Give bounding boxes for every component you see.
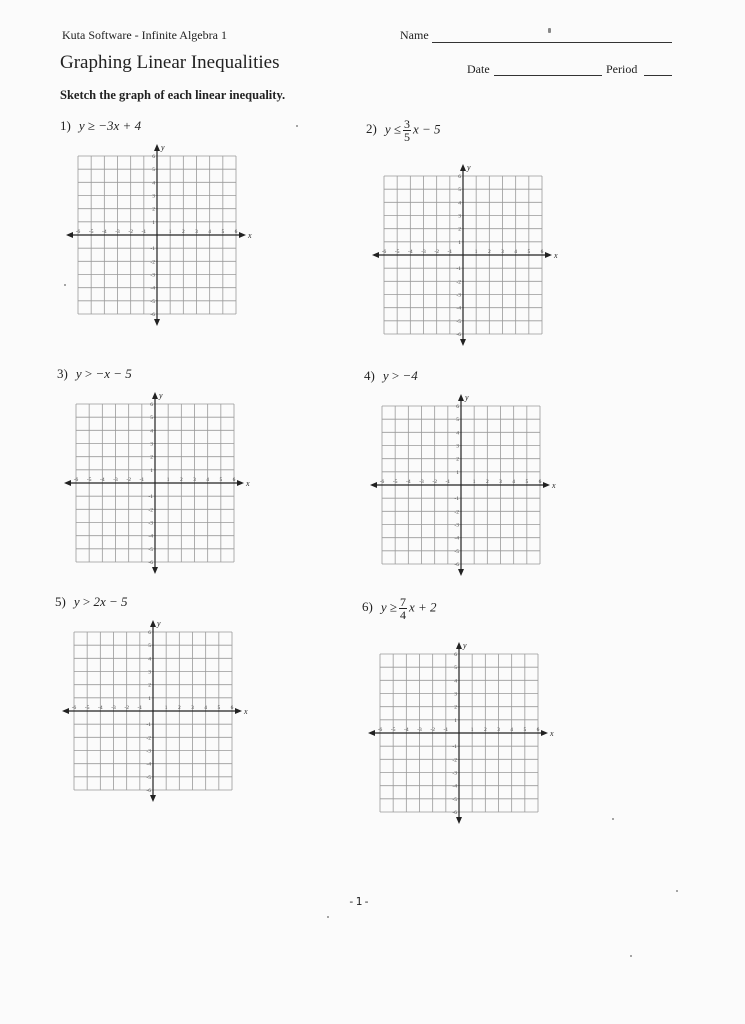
x-axis-label: x	[550, 729, 554, 738]
problem-operator: >	[84, 366, 93, 381]
x-tick-label: 1	[470, 727, 474, 733]
scan-speck	[612, 818, 614, 820]
problem-operator: ≥	[87, 118, 96, 133]
x-tick-label: -3	[113, 477, 118, 483]
y-axis-label: y	[161, 143, 165, 152]
y-tick-label: -6	[452, 810, 457, 816]
y-tick-label: 5	[458, 187, 461, 194]
x-tick-label: 2	[485, 479, 489, 485]
y-tick-label: 6	[150, 402, 153, 408]
y-tick-label: 3	[456, 443, 459, 450]
y-axis-arrow-down	[152, 567, 158, 574]
problem-operator: >	[391, 368, 400, 383]
problem-rhs: −4	[402, 368, 418, 383]
y-axis-arrow-down	[460, 339, 466, 346]
x-tick-label: -2	[126, 477, 131, 483]
x-axis-label: x	[246, 479, 250, 488]
problem-operator: >	[82, 594, 91, 609]
x-tick-label: -5	[88, 229, 94, 235]
x-axis-arrow-left	[62, 708, 69, 714]
y-tick-label: -3	[456, 292, 461, 299]
x-tick-label: 3	[499, 479, 502, 485]
x-tick-label: -3	[417, 727, 422, 733]
y-tick-label: 2	[458, 226, 461, 233]
y-tick-label: 1	[150, 467, 153, 474]
x-tick-label: 1	[164, 705, 168, 711]
y-tick-label: -5	[148, 546, 153, 553]
y-tick-label: -5	[452, 796, 457, 803]
x-tick-label: -4	[406, 479, 411, 485]
y-tick-label: 3	[152, 193, 155, 200]
y-tick-label: -1	[148, 494, 153, 501]
y-tick-label: 1	[148, 695, 151, 702]
x-tick-label: -6	[381, 249, 387, 255]
y-tick-label: -4	[146, 761, 151, 768]
x-tick-label: 3	[501, 249, 504, 255]
problem-rhs: −x − 5	[95, 366, 132, 381]
fraction-numerator: 7	[400, 595, 407, 609]
x-tick-label: 1	[166, 477, 170, 483]
y-tick-label: 4	[150, 428, 153, 435]
period-field-line[interactable]	[644, 75, 672, 76]
y-axis-arrow-down	[458, 569, 464, 576]
y-tick-label: 1	[454, 717, 457, 724]
problem-rhs: x + 2	[409, 599, 437, 615]
problem-3	[57, 366, 132, 382]
y-tick-label: -2	[146, 735, 151, 742]
x-axis-arrow-left	[372, 252, 379, 258]
problem-fraction	[403, 118, 411, 143]
x-tick-label: -4	[102, 229, 107, 235]
y-tick-label: 3	[150, 441, 153, 448]
scan-speck	[64, 284, 66, 286]
problem-operator: ≥	[389, 599, 398, 615]
y-tick-label: -4	[456, 305, 461, 312]
scan-speck	[548, 28, 551, 33]
y-tick-label: -3	[146, 748, 151, 755]
problem-1	[60, 118, 141, 134]
problem-lhs: y	[73, 594, 80, 609]
y-tick-label: -6	[454, 562, 459, 568]
y-tick-label: -3	[148, 520, 153, 527]
y-tick-label: 5	[152, 167, 155, 174]
y-axis-label: y	[157, 619, 161, 628]
x-tick-label: -5	[84, 705, 90, 711]
problem-rhs: −3x + 4	[98, 118, 142, 133]
y-tick-label: -3	[454, 522, 459, 529]
x-tick-label: -3	[421, 249, 426, 255]
y-axis-arrow-up	[460, 164, 466, 171]
fraction-numerator: 3	[404, 117, 411, 131]
y-tick-label: 3	[148, 669, 151, 676]
x-tick-label: 5	[217, 705, 221, 711]
x-axis-arrow-right	[543, 482, 550, 488]
x-tick-label: 5	[525, 479, 529, 485]
y-tick-label: -5	[146, 774, 151, 781]
x-tick-label: 5	[221, 229, 225, 235]
x-tick-label: -1	[445, 479, 451, 485]
x-tick-label: 4	[510, 727, 514, 733]
y-tick-label: -1	[456, 266, 461, 273]
x-tick-label: -4	[404, 727, 409, 733]
problem-lhs: y	[382, 368, 389, 383]
y-tick-label: 5	[456, 417, 459, 424]
y-tick-label: -1	[452, 744, 457, 751]
y-tick-label: 3	[458, 213, 461, 220]
y-tick-label: 1	[458, 239, 461, 246]
y-tick-label: 4	[456, 430, 459, 437]
y-tick-label: 4	[148, 656, 151, 663]
problem-6	[362, 596, 437, 621]
y-tick-label: 1	[152, 219, 155, 226]
y-tick-label: -6	[150, 312, 155, 318]
page-number: -1-	[348, 895, 371, 908]
x-tick-label: -6	[75, 229, 81, 235]
problem-number: 3)	[57, 366, 68, 381]
x-tick-label: -1	[137, 705, 143, 711]
y-tick-label: -3	[452, 770, 457, 777]
problem-5	[55, 594, 128, 610]
x-tick-label: -1	[447, 249, 453, 255]
y-tick-label: 6	[456, 404, 459, 410]
x-tick-label: 3	[193, 477, 196, 483]
y-tick-label: -2	[452, 757, 457, 764]
y-axis-label: y	[159, 391, 163, 400]
y-tick-label: -2	[150, 259, 155, 266]
y-tick-label: -2	[148, 507, 153, 514]
x-tick-label: -3	[115, 229, 120, 235]
name-field-line[interactable]	[432, 42, 672, 43]
x-tick-label: -2	[124, 705, 129, 711]
y-tick-label: -5	[454, 548, 459, 555]
x-tick-label: -2	[430, 727, 435, 733]
instructions: Sketch the graph of each linear inequality.	[60, 88, 286, 102]
y-axis-arrow-up	[456, 642, 462, 649]
y-tick-label: -6	[148, 560, 153, 566]
y-tick-label: 1	[456, 469, 459, 476]
x-tick-label: -6	[379, 479, 385, 485]
y-tick-label: -6	[146, 788, 151, 794]
coordinate-grid-3[interactable]	[58, 388, 248, 578]
y-tick-label: 6	[458, 174, 461, 180]
x-tick-label: -2	[128, 229, 133, 235]
x-axis-label: x	[552, 481, 556, 490]
y-tick-label: -2	[454, 509, 459, 516]
x-tick-label: 6	[540, 249, 544, 255]
x-tick-label: 1	[168, 229, 172, 235]
y-tick-label: 3	[454, 691, 457, 698]
y-tick-label: -1	[454, 496, 459, 503]
x-tick-label: -5	[390, 727, 396, 733]
x-tick-label: -6	[73, 477, 79, 483]
y-tick-label: -5	[456, 318, 461, 325]
x-tick-label: -4	[98, 705, 103, 711]
x-axis-arrow-right	[237, 480, 244, 486]
publisher-label: Kuta Software - Infinite Algebra 1	[62, 28, 227, 42]
y-axis-arrow-up	[152, 392, 158, 399]
x-tick-label: -3	[419, 479, 424, 485]
problem-rhs: x − 5	[413, 121, 441, 137]
x-tick-label: -4	[100, 477, 105, 483]
problem-number: 2)	[366, 121, 377, 137]
problem-operator: ≤	[393, 121, 402, 137]
y-tick-label: 6	[454, 652, 457, 658]
y-tick-label: -3	[150, 272, 155, 279]
y-axis-label: y	[463, 641, 467, 650]
period-label: Period	[606, 62, 638, 76]
y-axis-label: y	[467, 163, 471, 172]
x-tick-label: -5	[392, 479, 398, 485]
problem-number: 1)	[60, 118, 71, 133]
y-tick-label: 5	[150, 415, 153, 422]
x-tick-label: 2	[177, 705, 181, 711]
x-tick-label: 6	[536, 727, 540, 733]
x-axis-arrow-right	[239, 232, 246, 238]
problem-lhs: y	[78, 118, 85, 133]
x-tick-label: -5	[394, 249, 400, 255]
x-axis-arrow-left	[370, 482, 377, 488]
y-tick-label: -4	[148, 533, 153, 540]
y-tick-label: 2	[454, 704, 457, 711]
y-tick-label: -1	[150, 246, 155, 253]
y-tick-label: 4	[152, 180, 155, 187]
y-tick-label: 5	[454, 665, 457, 672]
scan-speck	[296, 125, 298, 127]
y-tick-label: 6	[152, 154, 155, 160]
x-tick-label: 5	[523, 727, 527, 733]
y-tick-label: -4	[454, 535, 459, 542]
problem-lhs: y	[380, 599, 387, 615]
y-tick-label: 5	[148, 643, 151, 650]
x-tick-label: 2	[483, 727, 487, 733]
coordinate-grid-5[interactable]	[56, 616, 246, 806]
x-axis-arrow-right	[541, 730, 548, 736]
x-tick-label: -1	[141, 229, 147, 235]
x-tick-label: 4	[514, 249, 518, 255]
problem-lhs: y	[75, 366, 82, 381]
y-axis-arrow-up	[154, 144, 160, 151]
x-tick-label: -2	[434, 249, 439, 255]
y-axis-label: y	[465, 393, 469, 402]
date-field-line[interactable]	[494, 75, 602, 76]
y-tick-label: 2	[150, 454, 153, 461]
y-tick-label: -2	[456, 279, 461, 286]
problem-lhs: y	[384, 121, 391, 137]
x-tick-label: 6	[230, 705, 234, 711]
x-tick-label: 4	[206, 477, 210, 483]
y-tick-label: 6	[148, 630, 151, 636]
y-tick-label: 2	[148, 682, 151, 689]
x-tick-label: 6	[232, 477, 236, 483]
worksheet-title: Graphing Linear Inequalities	[60, 52, 280, 73]
fraction-denominator: 5	[404, 130, 411, 144]
x-tick-label: -5	[86, 477, 92, 483]
x-axis-arrow-right	[235, 708, 242, 714]
y-tick-label: 2	[152, 206, 155, 213]
name-label: Name	[400, 28, 429, 42]
y-axis-arrow-up	[150, 620, 156, 627]
problem-2	[366, 118, 441, 143]
x-tick-label: 4	[512, 479, 516, 485]
x-tick-label: 3	[497, 727, 500, 733]
y-tick-label: -5	[150, 298, 155, 305]
y-axis-arrow-down	[150, 795, 156, 802]
x-tick-label: 6	[234, 229, 238, 235]
problem-number: 4)	[364, 368, 375, 383]
y-tick-label: 4	[458, 200, 461, 207]
fraction-denominator: 4	[400, 608, 407, 622]
scan-speck	[327, 916, 329, 918]
x-tick-label: 2	[181, 229, 185, 235]
x-axis-label: x	[554, 251, 558, 260]
x-axis-arrow-left	[66, 232, 73, 238]
problem-number: 5)	[55, 594, 66, 609]
x-tick-label: -4	[408, 249, 413, 255]
coordinate-grid-1[interactable]	[60, 140, 250, 330]
x-tick-label: -3	[111, 705, 116, 711]
x-tick-label: 1	[474, 249, 478, 255]
problem-rhs: 2x − 5	[93, 594, 128, 609]
x-axis-arrow-left	[368, 730, 375, 736]
x-tick-label: -1	[139, 477, 145, 483]
x-axis-arrow-left	[64, 480, 71, 486]
coordinate-grid-6[interactable]	[362, 638, 552, 828]
x-tick-label: 5	[219, 477, 223, 483]
x-tick-label: 3	[195, 229, 198, 235]
x-tick-label: 4	[208, 229, 212, 235]
y-axis-arrow-down	[456, 817, 462, 824]
y-tick-label: -1	[146, 722, 151, 729]
x-tick-label: 4	[204, 705, 208, 711]
x-axis-label: x	[244, 707, 248, 716]
x-tick-label: 6	[538, 479, 542, 485]
problem-4	[364, 368, 418, 384]
coordinate-grid-2[interactable]	[366, 160, 556, 350]
y-tick-label: -4	[452, 783, 457, 790]
x-tick-label: -6	[71, 705, 77, 711]
scan-speck	[630, 955, 632, 957]
y-axis-arrow-down	[154, 319, 160, 326]
coordinate-grid-4[interactable]	[364, 390, 554, 580]
x-tick-label: 2	[179, 477, 183, 483]
x-tick-label: 2	[487, 249, 491, 255]
x-axis-label: x	[248, 231, 252, 240]
y-tick-label: -4	[150, 285, 155, 292]
problem-number: 6)	[362, 599, 373, 615]
scan-speck	[676, 890, 678, 892]
y-tick-label: 4	[454, 678, 457, 685]
y-tick-label: 2	[456, 456, 459, 463]
x-tick-label: -2	[432, 479, 437, 485]
x-tick-label: -6	[377, 727, 383, 733]
x-tick-label: 5	[527, 249, 531, 255]
x-tick-label: 1	[472, 479, 476, 485]
y-axis-arrow-up	[458, 394, 464, 401]
x-tick-label: -1	[443, 727, 449, 733]
x-tick-label: 3	[191, 705, 194, 711]
date-label: Date	[467, 62, 490, 76]
y-tick-label: -6	[456, 332, 461, 338]
problem-fraction	[399, 596, 407, 621]
x-axis-arrow-right	[545, 252, 552, 258]
